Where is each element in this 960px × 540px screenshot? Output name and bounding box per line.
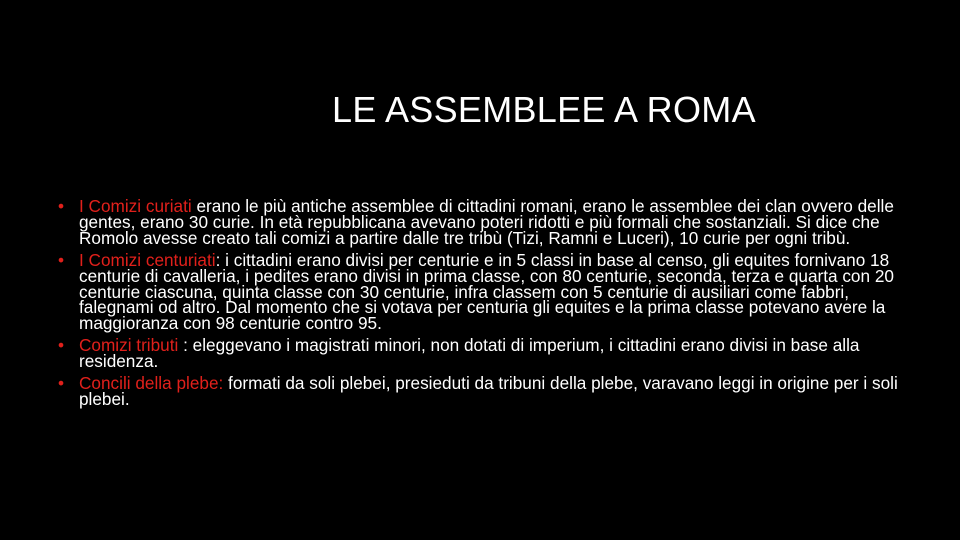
bullet-highlight: Concili della plebe: [79, 373, 224, 394]
slide-title: LE ASSEMBLEE A ROMA [332, 89, 756, 130]
bullet-dot-icon: • [58, 249, 65, 270]
bullet-text: erano le più antiche assemblee di cittadini romani, erano le assemblee dei clan ovvero delle gentes, erano 30 curie. In età repubblicana avevano poteri ridotti e più formali che sostanziali. Si dice che Romolo avesse creato tali comizi a partire dalle tre tribù (Tizi, Ramni e Luceri), 10 curie per ogni tribù. [79, 196, 894, 248]
bullet-highlight: I Comizi centuriati [79, 249, 216, 270]
bullet-dot-icon: • [58, 373, 65, 394]
bullet-list [58, 196, 903, 414]
bullet-highlight: I Comizi curiati [79, 196, 192, 216]
bullet-item-comizi-centuriati [58, 249, 903, 334]
bullet-text: : i cittadini erano divisi per centurie e in 5 classi in base al censo, gli equites fornivano 18 centurie di cavalleria, i pedites erano divisi in prima classe, con 80 centurie, seconda, terza e quarta con 20 centurie ciascuna, quinta classe con 30 centurie, infra classem con 5 centurie di ausiliari come fabbri, falegnami od altro. Dal momento che si votava per centuria gli equites e la prima classe potevano avere la maggioranza con 98 centurie contro 95. [79, 249, 894, 334]
bullet-dot-icon: • [58, 335, 65, 356]
bullet-item-comizi-curiati [58, 196, 903, 248]
bullet-highlight: Comizi tributi [79, 335, 179, 356]
bullet-item-concili-plebe [58, 373, 903, 409]
bullet-text: formati da soli plebei, presieduti da tribuni della plebe, varavano leggi in origine per i soli plebei. [79, 373, 898, 409]
bullet-text: : eleggevano i magistrati minori, non dotati di imperium, i cittadini erano divisi in base alla residenza. [79, 335, 860, 372]
bullet-dot-icon: • [58, 196, 65, 216]
bullet-item-comizi-tributi [58, 335, 903, 372]
